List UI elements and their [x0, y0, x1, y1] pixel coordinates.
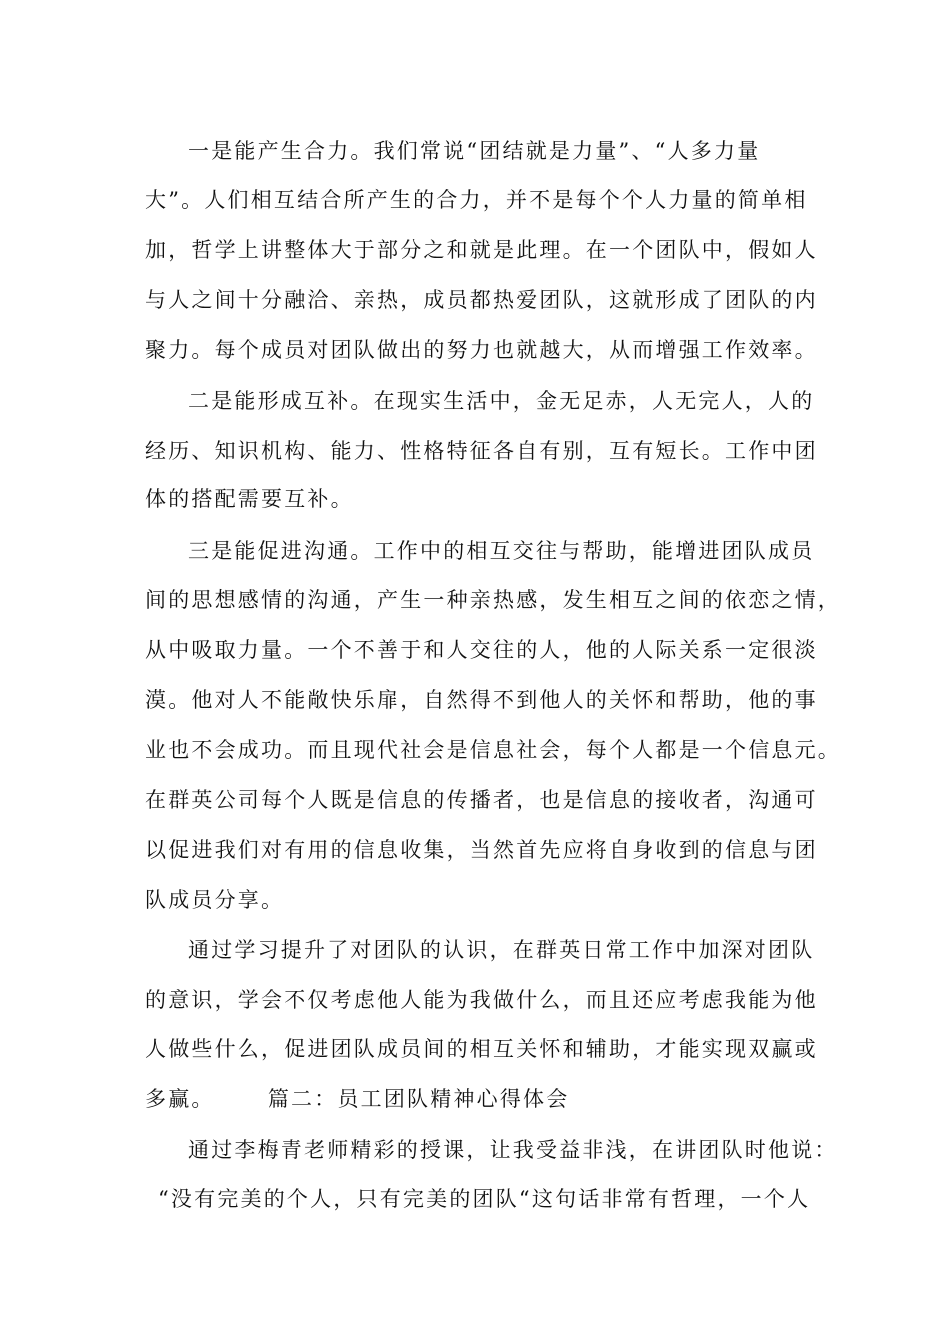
text-line: 三是能促进沟通。工作中的相互交往与帮助，能增进团队成员 — [188, 539, 815, 563]
text-line: 多赢。 篇二：员工团队精神心得体会 — [145, 1087, 570, 1111]
text-line: 以促进我们对有用的信息收集，当然首先应将自身收到的信息与团 — [145, 838, 818, 862]
text-line: 在群英公司每个人既是信息的传播者，也是信息的接收者，沟通可 — [145, 788, 818, 812]
text-line: 通过李梅青老师精彩的授课，让我受益非浅，在讲团队时他说： — [188, 1138, 838, 1162]
text-line: 人做些什么，促进团队成员间的相互关怀和辅助，才能实现双赢或 — [145, 1037, 818, 1061]
text-line: 从中吸取力量。一个不善于和人交往的人，他的人际关系一定很淡 — [145, 638, 818, 662]
text-line: 经历、知识机构、能力、性格特征各自有别，互有短长。工作中团 — [145, 439, 818, 463]
text-line: 的意识，学会不仅考虑他人能为我做什么，而且还应考虑我能为他 — [145, 988, 818, 1012]
text-line: 队成员分享。 — [145, 888, 285, 912]
text-line: 通过学习提升了对团队的认识，在群英日常工作中加深对团队 — [188, 938, 815, 962]
text-line: 加，哲学上讲整体大于部分之和就是此理。在一个团队中，假如人 — [145, 238, 818, 262]
text-line: 一是能产生合力。我们常说“团结就是力量”、“人多力量 — [188, 139, 761, 163]
text-line: 间的思想感情的沟通，产生一种亲热感，发生相互之间的依恋之情， — [145, 588, 841, 612]
text-line: 业也不会成功。而且现代社会是信息社会，每个人都是一个信息元。 — [145, 738, 841, 762]
text-line: “没有完美的个人，只有完美的团队“这句话非常有哲理，一个人 — [158, 1187, 811, 1211]
text-line: 体的搭配需要互补。 — [145, 487, 354, 511]
text-line: 聚力。每个成员对团队做出的努力也就越大，从而增强工作效率。 — [145, 338, 818, 362]
text-line: 与人之间十分融洽、亲热，成员都热爱团队，这就形成了团队的内 — [145, 288, 818, 312]
text-line: 漠。他对人不能敞快乐扉，自然得不到他人的关怀和帮助，他的事 — [145, 688, 818, 712]
text-line: 二是能形成互补。在现实生活中，金无足赤，人无完人，人的 — [188, 389, 815, 413]
text-line: 大”。人们相互结合所产生的合力，并不是每个个人力量的简单相 — [145, 188, 808, 212]
